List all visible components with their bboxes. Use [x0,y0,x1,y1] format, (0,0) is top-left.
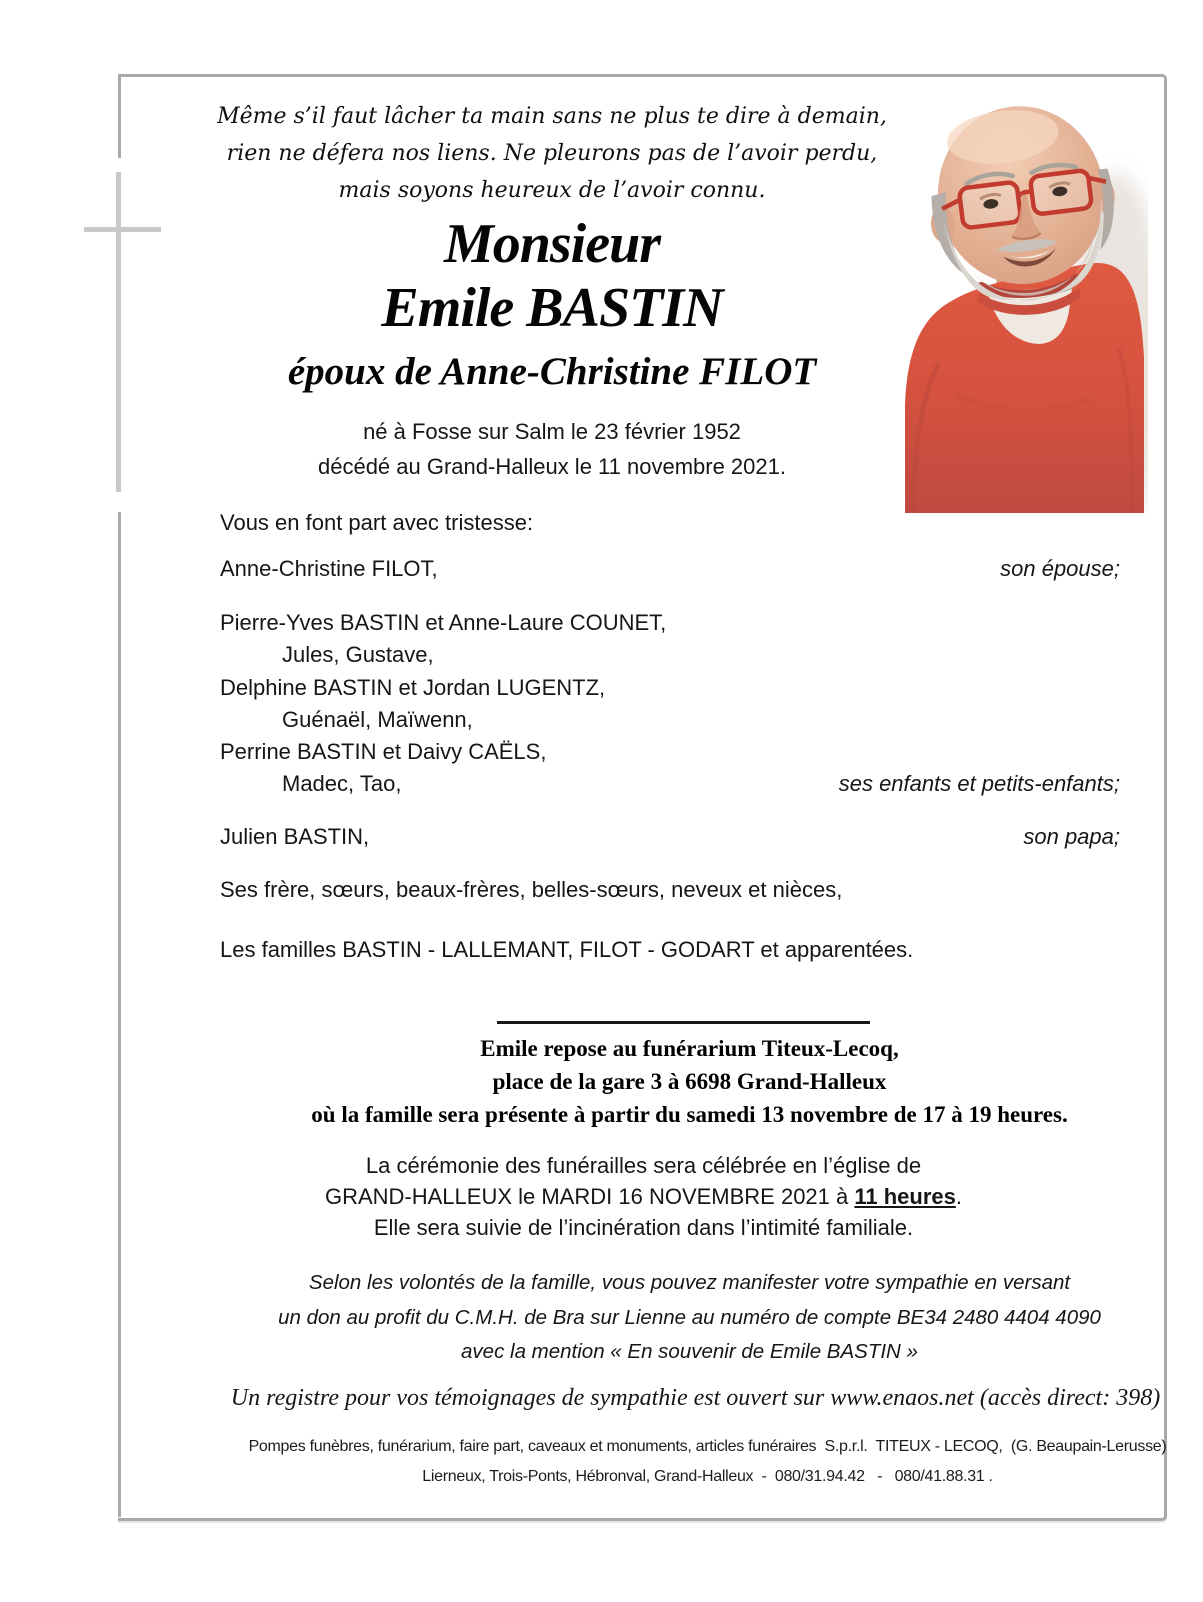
repose-block [120,1032,1203,1131]
family-name: Pierre-Yves BASTIN et Anne-Laure COUNET, [220,610,667,635]
family-row [220,705,1120,735]
separator-line [497,1021,870,1024]
relatives-line: Ses frère, sœurs, beaux-frères, belles-sœurs, neveux et nièces, [220,877,843,902]
ceremony-time: 11 heures [854,1184,956,1209]
repose-line-1: Emile repose au funérarium Titeux-Lecoq, [480,1036,899,1061]
families-line: Les familles BASTIN - LALLEMANT, FILOT - GODART et apparentées. [220,937,914,962]
registry-line: Un registre pour vos témoignages de sympathie est ouvert sur www.enaos.net (accès direct: 398) [230,1385,1161,1411]
ceremony-line-2 [120,1181,1167,1212]
donation-line-1: Selon les volontés de la famille, vous pouvez manifester votre sympathie en versant [308,1271,1071,1294]
family-name: Anne-Christine FILOT, [220,556,438,581]
ceremony-block [120,1150,1167,1243]
deceased-name: Emile BASTIN [381,277,723,339]
epigraph [120,98,984,209]
family-name: Julien BASTIN, [220,824,370,849]
ceremony-line-2-prefix: GRAND-HALLEUX le MARDI 16 NOVEMBRE 2021 à [324,1184,855,1209]
announcement-intro: Vous en font part avec tristesse: [220,510,534,535]
repose-line-3: où la famille sera présente à partir du samedi 13 novembre de 17 à 19 heures. [311,1102,1068,1127]
family-name: Delphine BASTIN et Jordan LUGENTZ, [220,675,606,700]
ceremony-line-3: Elle sera suivie de l’incinération dans l’intimité familiale. [373,1215,914,1240]
footer-line-2: Lierneux, Trois-Ponts, Hébronval, Grand-Halleux - 080/31.94.42 - 080/41.88.31 . [422,1468,993,1485]
family-row [220,640,1120,670]
family-name: Guénaël, Maïwenn, [282,707,473,732]
deceased-title [120,212,984,340]
family-row [220,769,1120,799]
salutation: Monsieur [443,213,661,275]
birth-line: né à Fosse sur Salm le 23 février 1952 [363,419,741,444]
footer-line-1: Pompes funèbres, funérarium, faire part, caveaux et monuments, articles funéraires S.p.r.l. TITEUX - LECOQ, (G. Beaupain-Lerusse) [248,1438,1167,1455]
epigraph-line-2: rien ne défera nos liens. Ne pleurons pas de l’avoir perdu, [226,141,878,166]
family-row [220,554,1120,584]
family-role: son papa; [1023,824,1120,849]
family-name: Jules, Gustave, [282,642,434,667]
family-name: Madec, Tao, [282,771,402,796]
family-row [220,737,1120,767]
ceremony-line-2-suffix: . [955,1184,963,1209]
ceremony-line-1: La cérémonie des funérailles sera célébrée en l’église de [365,1153,922,1178]
family-role: ses enfants et petits-enfants; [838,771,1120,796]
donation-block [120,1266,1203,1370]
family-role: son épouse; [1000,556,1120,581]
epigraph-line-1: Même s’il faut lâcher ta main sans ne plus te dire à demain, [217,104,887,129]
donation-line-3: avec la mention « En souvenir de Emile BASTIN » [461,1340,918,1363]
family-row [220,608,1120,638]
family-row [220,673,1120,703]
death-line: décédé au Grand-Halleux le 11 novembre 2021. [317,454,786,479]
funeral-home-footer [120,1432,1203,1492]
vital-dates [120,414,984,484]
family-row [220,822,1120,852]
spouse-line: époux de Anne-Christine FILOT [287,350,817,393]
donation-line-2: un don au profit du C.M.H. de Bra sur Lienne au numéro de compte BE34 2480 4404 4090 [278,1305,1101,1329]
family-name: Perrine BASTIN et Daivy CAËLS, [220,739,547,764]
epigraph-line-3: mais soyons heureux de l’avoir connu. [338,178,766,203]
repose-line-2: place de la gare 3 à 6698 Grand-Halleux [492,1069,887,1094]
